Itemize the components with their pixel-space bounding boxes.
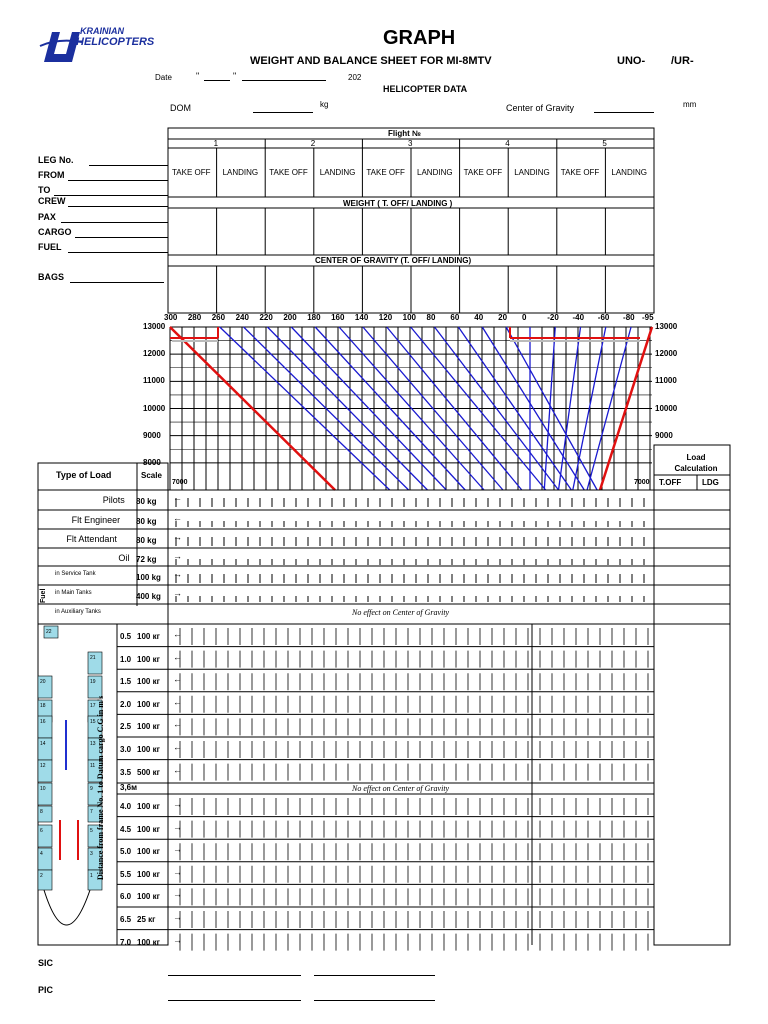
weight-label-left: 10000 xyxy=(143,403,166,413)
logo-bottom-text: HELICOPTERS xyxy=(76,36,155,48)
no-effect-label: No effect on Center of Gravity xyxy=(352,608,450,617)
load-scale-value: 80 kg xyxy=(136,497,157,506)
seat-number: 1 xyxy=(90,873,93,879)
cg-scale-label: -20 xyxy=(547,313,559,322)
cg-scale-label: 80 xyxy=(426,313,436,322)
seat-number: 6 xyxy=(40,828,43,834)
cg-scale-label: 20 xyxy=(498,313,508,322)
weight-label-right: 10000 xyxy=(655,403,678,413)
seat-number: 8 xyxy=(40,809,43,815)
cargo-distance: 6.0 xyxy=(120,892,132,902)
cargo-distance: 6.5 xyxy=(120,915,132,924)
row-label-from: FROM xyxy=(38,170,65,180)
flight-number-3: 3 xyxy=(408,139,413,148)
seat-number: 9 xyxy=(90,786,93,792)
ur-label: /UR- xyxy=(671,55,694,67)
flight-number-5: 5 xyxy=(602,139,607,148)
seat-number: 21 xyxy=(90,655,96,661)
cargo-scale: 25 кг xyxy=(137,915,156,924)
cargo-scale: 100 кг xyxy=(137,745,160,754)
cg-scale-label: 220 xyxy=(259,313,273,322)
landing-label: LANDING xyxy=(514,168,550,177)
cg-scale-label: 160 xyxy=(331,313,345,322)
seat-number: 17 xyxy=(90,703,96,709)
weight-label-left: 9000 xyxy=(143,430,161,440)
cargo-arrow: → xyxy=(173,912,182,922)
cargo-scale: 100 кг xyxy=(137,677,160,687)
cargo-scale: 100 кг xyxy=(137,722,160,732)
weight-label-left: 11000 xyxy=(143,376,165,386)
cargo-arrow: ← xyxy=(173,696,182,707)
load-scale-value: 72 kg xyxy=(136,555,157,564)
row-label-pax: PAX xyxy=(38,212,56,222)
seat-number: 4 xyxy=(40,851,43,857)
seat-number: 2 xyxy=(40,873,43,879)
cg-scale-label: 60 xyxy=(450,313,460,322)
cargo-distance: 3.5 xyxy=(120,767,132,777)
row-label-crew: CREW xyxy=(38,196,66,206)
cg-scale-label: 120 xyxy=(378,313,393,322)
load-type-label: Flt Engineer xyxy=(71,515,121,525)
load-direction-arrow: → xyxy=(173,569,182,579)
weight-label-right: 9000 xyxy=(655,430,673,440)
cargo-scale: 100 кг xyxy=(137,937,160,947)
weight-header: WEIGHT ( T. OFF/ LANDING ) xyxy=(343,199,453,208)
weight-label-right: 11000 xyxy=(655,376,677,386)
cargo-arrow: ← xyxy=(173,764,182,775)
cargo-distance: 5.0 xyxy=(120,847,132,857)
cargo-scale: 100 кг xyxy=(137,824,160,834)
row-label-to: TO xyxy=(38,185,51,195)
cg-label: Center of Gravity xyxy=(506,103,575,113)
cg-scale-label: -95 xyxy=(642,313,654,322)
cg-scale-label: 200 xyxy=(283,313,297,322)
seat-number: 14 xyxy=(40,741,46,747)
load-type-label: in Main Tanks xyxy=(55,590,92,596)
cargo-arrow: ← xyxy=(173,629,182,639)
flight-number-2: 2 xyxy=(310,139,316,148)
row-label-cargo: CARGO xyxy=(38,227,72,237)
cargo-scale: 500 кг xyxy=(137,767,160,777)
cargo-distance: 4.0 xyxy=(120,802,132,811)
load-direction-arrow: → xyxy=(173,532,182,542)
weight-label-7000-left: 7000 xyxy=(172,479,188,486)
seat-number: 12 xyxy=(40,763,46,769)
seat-number: 13 xyxy=(90,741,96,747)
row-label-bags: BAGS xyxy=(38,272,65,282)
pic-signature-field[interactable] xyxy=(168,1000,301,1001)
cargo-distance: 2.5 xyxy=(120,722,132,732)
date-label: Date xyxy=(155,73,172,82)
scale-header: Scale xyxy=(141,471,162,480)
weight-label-right: 13000 xyxy=(655,322,678,331)
load-scale-value: 100 kg xyxy=(136,573,161,582)
cg-scale-label: 280 xyxy=(187,313,202,322)
takeoff-label: TAKE OFF xyxy=(560,168,600,177)
cargo-arrow: → xyxy=(173,889,182,900)
cargo-distance-caption: Distance from frame No. 1 to Datum cargo C.G in m's xyxy=(96,695,105,880)
cg-scale-label: 0 xyxy=(522,313,527,322)
cargo-scale: 100 кг xyxy=(137,892,160,902)
seat-number: 5 xyxy=(90,828,93,834)
row-label-fuel: FUEL xyxy=(38,242,62,252)
cg-scale-label: 260 xyxy=(211,313,226,322)
takeoff-label: TAKE OFF xyxy=(172,168,211,177)
cg-header: CENTER OF GRAVITY (T. OFF/ LANDING) xyxy=(315,256,472,265)
cargo-distance: 1.0 xyxy=(120,654,132,664)
cargo-distance: 0.5 xyxy=(120,632,132,641)
cargo-arrow: ← xyxy=(173,651,182,662)
seat-number: 16 xyxy=(40,719,46,725)
load-type-label: in Service Tank xyxy=(55,571,96,577)
section-title: HELICOPTER DATA xyxy=(383,84,468,94)
seat-number: 10 xyxy=(40,786,46,792)
cargo-distance: 5.5 xyxy=(120,869,132,879)
cabin-rear-outline xyxy=(44,890,90,925)
seat-number: 7 xyxy=(90,809,93,815)
load-direction-arrow: → xyxy=(173,588,182,598)
cargo-arrow: ← xyxy=(173,742,182,752)
weight-label-left: 13000 xyxy=(143,322,166,331)
cargo-arrow: ← xyxy=(173,719,182,730)
seat-number: 22 xyxy=(46,629,52,635)
date-year: 202 xyxy=(348,73,362,82)
seat-number: 3 xyxy=(90,851,93,857)
weight-label-7000-right: 7000 xyxy=(634,479,650,486)
pic-label: PIC xyxy=(38,985,54,995)
ldg-header: LDG xyxy=(702,478,719,487)
cargo-arrow: → xyxy=(173,866,182,877)
cg-scale-label: -40 xyxy=(572,313,585,322)
seat-number: 15 xyxy=(90,719,96,725)
load-type-label: in Auxiliary Tanks xyxy=(55,609,101,615)
load-type-label: Oil xyxy=(118,553,130,563)
flight-number-1: 1 xyxy=(213,139,219,148)
flight-number-title: Flight № xyxy=(388,129,421,138)
seat-number: 20 xyxy=(40,679,46,685)
cargo-scale: 100 кг xyxy=(137,699,160,709)
fuel-label: Fuel xyxy=(40,588,47,603)
cargo-arrow: ← xyxy=(173,674,182,685)
type-of-load-header: Type of Load xyxy=(56,470,112,480)
cg-scale-label: 40 xyxy=(474,313,484,322)
cargo-scale: 100 кг xyxy=(137,654,160,664)
cargo-scale: 100 кг xyxy=(137,632,160,641)
load-direction-arrow: ← xyxy=(173,493,182,503)
sheet-subtitle: WEIGHT AND BALANCE SHEET FOR MI-8MTV xyxy=(250,55,492,67)
page-title: GRAPH xyxy=(383,27,456,49)
landing-label: LANDING xyxy=(417,168,453,177)
cargo-distance: 4.5 xyxy=(120,824,132,834)
load-direction-arrow: → xyxy=(173,551,182,561)
cg-scale-label: 100 xyxy=(402,313,417,322)
load-type-label: Flt Attendant xyxy=(66,534,117,544)
load-scale-value: 400 kg xyxy=(136,592,161,601)
cg-scale-label: 300 xyxy=(164,313,178,322)
row-label-legno: LEG No. xyxy=(38,155,74,165)
cargo-scale: 100 кг xyxy=(137,802,160,811)
takeoff-label: TAKE OFF xyxy=(269,168,308,177)
landing-label: LANDING xyxy=(611,168,647,177)
logo-top-text: KRAINIAN xyxy=(80,26,124,36)
cargo-distance: 2.0 xyxy=(120,699,132,709)
flight-number-4: 4 xyxy=(505,139,510,148)
cargo-distance: 3,6м xyxy=(120,783,138,792)
cargo-distance: 3.0 xyxy=(120,745,132,754)
cg-scale-label: 180 xyxy=(307,313,321,322)
cg-scale-label: 240 xyxy=(235,313,249,322)
cargo-arrow: → xyxy=(173,821,182,832)
no-effect-label: No effect on Center of Gravity xyxy=(352,784,450,793)
cargo-scale: 100 кг xyxy=(137,847,160,857)
landing-label: LANDING xyxy=(222,168,259,177)
cargo-arrow: → xyxy=(173,934,182,945)
takeoff-label: TAKE OFF xyxy=(366,168,405,177)
landing-label: LANDING xyxy=(319,168,356,177)
load-scale-value: 80 kg xyxy=(136,536,157,545)
cargo-distance: 1.5 xyxy=(120,677,132,687)
load-direction-arrow: ← xyxy=(173,513,182,523)
weight-label-left: 8000 xyxy=(143,457,161,467)
date-quote-close: " xyxy=(233,71,237,81)
cargo-scale: 100 кг xyxy=(137,869,160,879)
load-type-label: Pilots xyxy=(102,495,125,505)
dom-unit: kg xyxy=(320,100,329,109)
pic-name-field[interactable] xyxy=(314,1000,435,1001)
cg-scale-label: 140 xyxy=(354,313,369,322)
dom-label: DOM xyxy=(170,103,191,113)
date-quote-open: " xyxy=(196,71,200,81)
seat-number: 19 xyxy=(90,679,96,685)
weight-label-left: 12000 xyxy=(143,349,166,359)
sic-signature-field[interactable] xyxy=(168,975,301,976)
load-calc-header: Load Calculation xyxy=(674,453,718,473)
cg-scale-label: -80 xyxy=(623,313,635,322)
seat-number: 11 xyxy=(90,763,96,769)
load-calculation-column xyxy=(654,445,730,945)
tof-header: T.OFF xyxy=(659,478,682,487)
cg-scale-label: -60 xyxy=(597,313,610,322)
weight-label-right: 12000 xyxy=(655,349,678,359)
load-scale-value: 80 kg xyxy=(136,517,157,526)
sic-label: SIC xyxy=(38,958,54,968)
uno-label: UNO- xyxy=(617,55,646,67)
cargo-arrow: → xyxy=(173,844,182,855)
takeoff-label: TAKE OFF xyxy=(463,168,503,177)
cg-unit: mm xyxy=(683,100,697,109)
seat-number: 18 xyxy=(40,703,46,709)
cargo-distance: 7.0 xyxy=(120,937,132,947)
cargo-arrow: → xyxy=(173,799,182,809)
sic-name-field[interactable] xyxy=(314,975,435,976)
